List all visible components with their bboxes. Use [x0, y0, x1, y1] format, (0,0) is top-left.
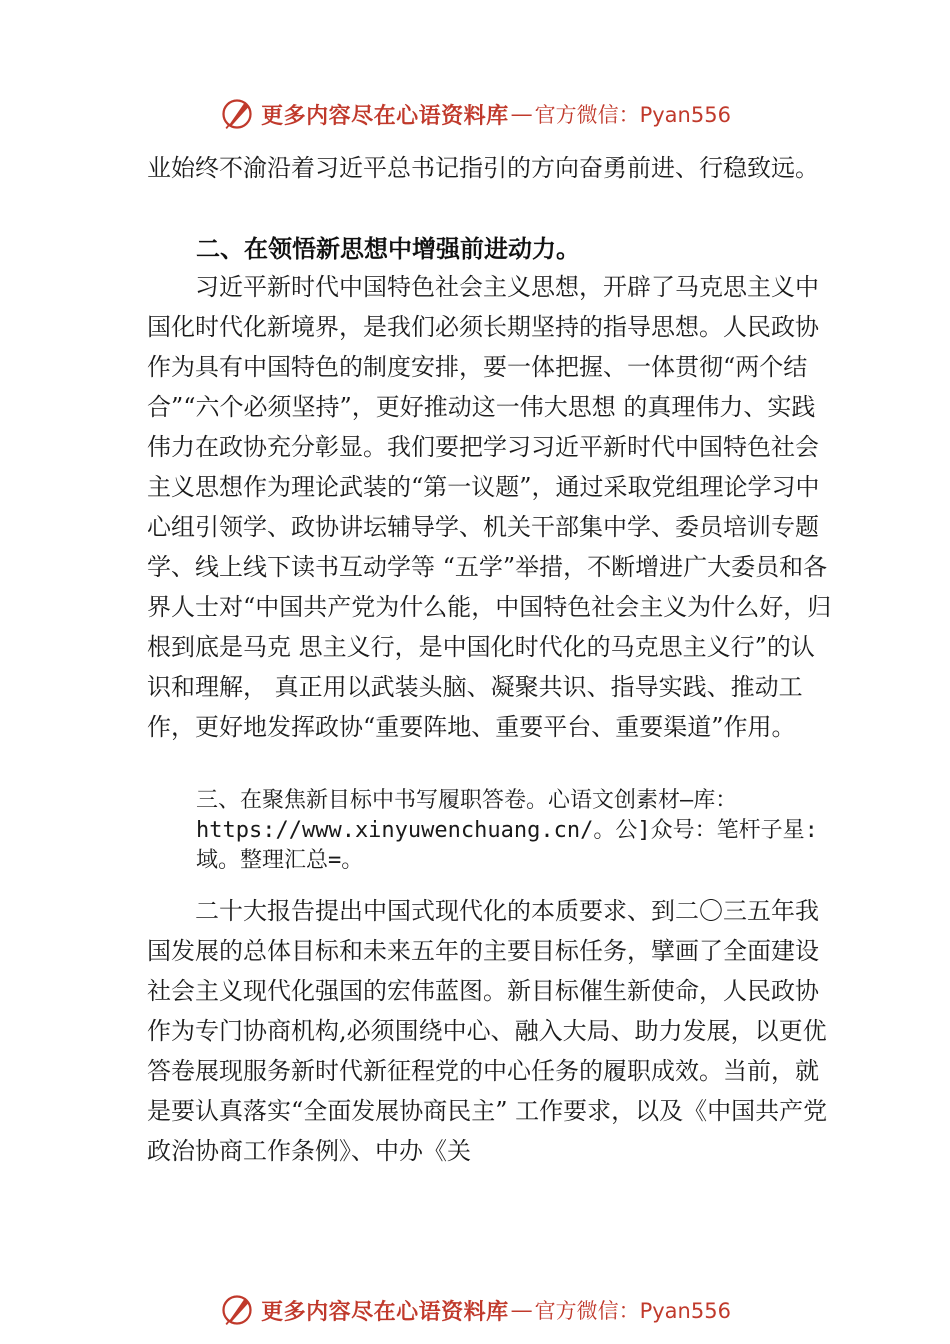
section-heading-2: 二、在领悟新思想中增强前进动力。 — [196, 235, 580, 263]
banner-title: 更多内容尽在心语资料库 — [261, 102, 509, 129]
banner-separator: — — [510, 1297, 533, 1323]
quill-pen-logo-icon — [219, 1292, 255, 1328]
footer-banner — [0, 1288, 950, 1332]
paragraph-new-goals: 二十大报告提出中国式现代化的本质要求、到二〇三五年我国发展的总体目标和未来五年的主要目标任务，擘画了全面建设社会主义现代化强国的宏伟蓝图。新目标催生新使命，人民政协作为专门协商机构,必须围绕中心、融入大局、助力发展，以更优答卷展现服务新时代新征程党的中心任务的履职成效。当前，就是要认真落实“全面发展协商民主” 工作要求，以及《中国共产党政治协商工作条例》、中办《关 — [147, 897, 828, 1165]
banner-wechat: 官方微信：Pyan556 — [534, 103, 731, 127]
banner-title: 更多内容尽在心语资料库 — [261, 1298, 509, 1325]
quill-pen-logo-icon — [219, 96, 255, 132]
section-heading-3-with-watermark: 三、在聚焦新目标中书写履职答卷。心语文创素材—库：https://www.xinyuwenchuang.cn/。公]众号：笔杆子星:域。整理汇总=。 — [196, 788, 818, 873]
paragraph-new-thought: 习近平新时代中国特色社会主义思想，开辟了马克思主义中国化时代化新境界，是我们必须长期坚持的指导思想。人民政协作为具有中国特色的制度安排，要一体把握、一体贯彻“两个结合”“六个必须坚持”，更好推动这一伟大思想 的真理伟力、实践伟力在政协充分彰显。我们要把学习习近平新时代中国特色社会主义思想作为理论武装的“第一议题”，通过采取党组理论学习中心组引领学、政协讲坛辅导学、机关干部集中学、委员培训专题学、线上线下读书互动学等 “五学”举措，不断增进广大委员和各界人士对“中国共产党为什么能，中国特色社会主义为什么好，归根到底是马克 思主义行，是中国化时代化的马克思主义行”的认识和理解， 真正用以武装头脑、凝聚共识、指导实践、推动工作，更好地发挥政协“重要阵地、重要平台、重要渠道”作用。 — [147, 273, 832, 741]
paragraph-continuation: 业始终不渝沿着习近平总书记指引的方向奋勇前进、行稳致远。 — [147, 154, 819, 182]
banner-wechat: 官方微信：Pyan556 — [534, 1299, 731, 1323]
header-banner — [0, 92, 950, 136]
banner-separator: — — [510, 101, 533, 127]
